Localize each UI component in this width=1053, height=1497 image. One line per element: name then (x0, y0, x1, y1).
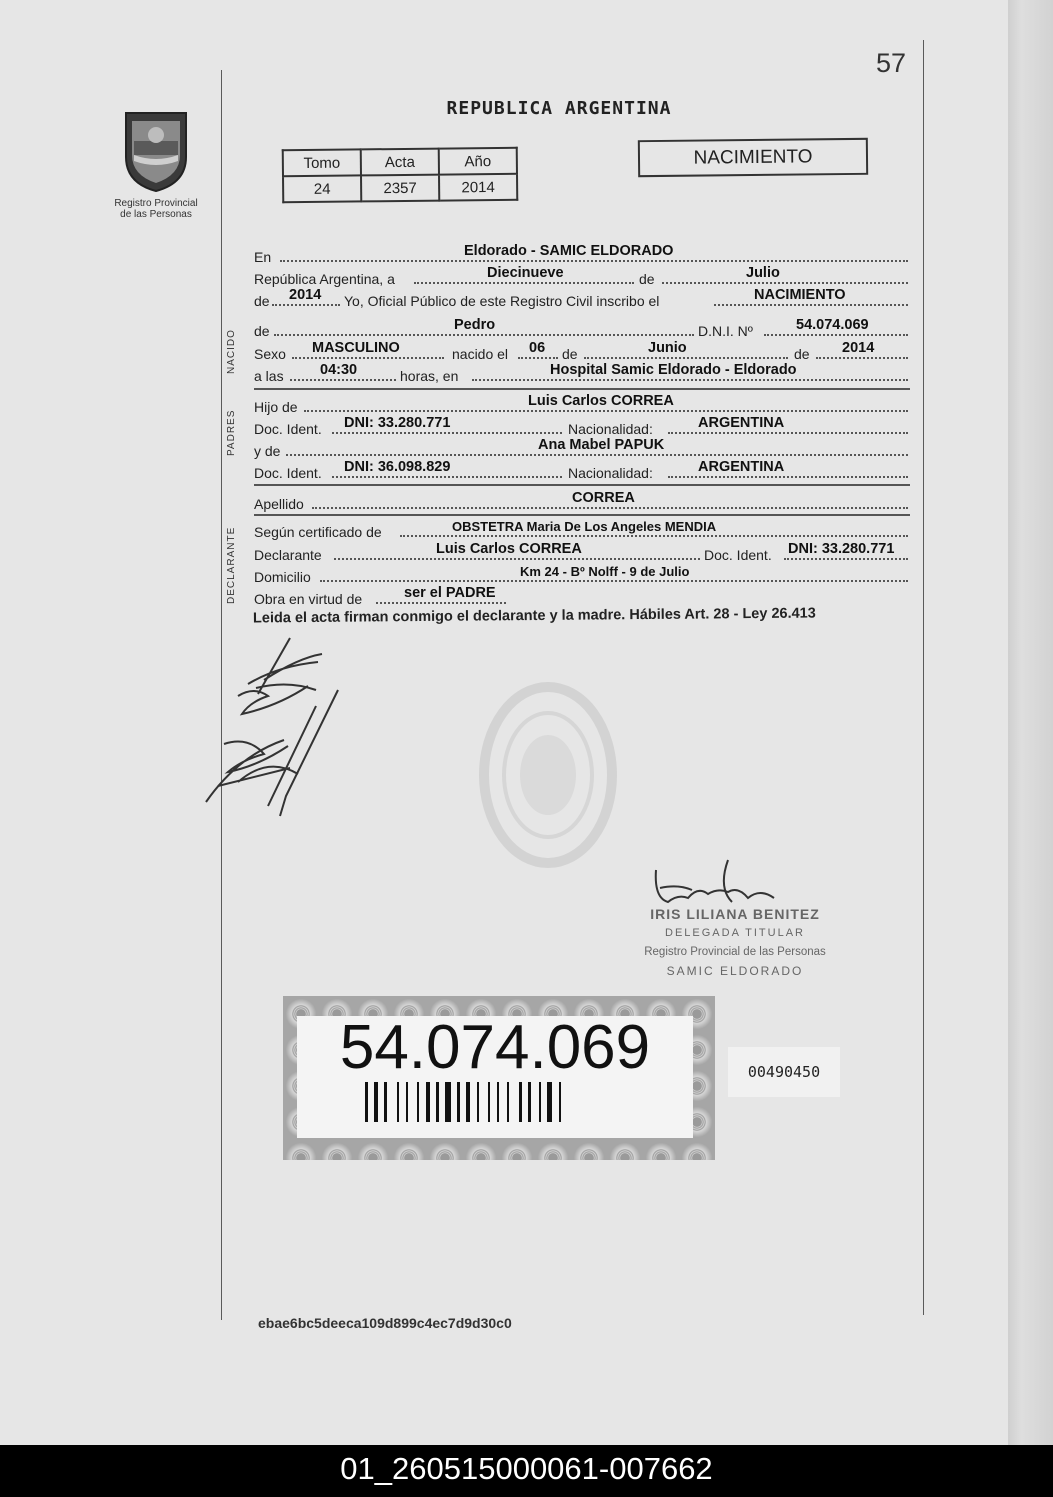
label-a-las: a las (254, 368, 284, 384)
dotted-line (764, 334, 908, 336)
dotted-line (714, 304, 908, 306)
row-hijo-de (254, 393, 909, 415)
value-hora: 04:30 (320, 362, 358, 378)
dotted-line (304, 410, 908, 412)
barcode-bar (426, 1082, 430, 1122)
label-de: de (254, 293, 270, 309)
label-doc-ident: Doc. Ident. (254, 465, 322, 481)
label-declarante: Declarante (254, 547, 322, 563)
label-nacionalidad: Nacionalidad: (568, 465, 653, 481)
value-apellido: CORREA (572, 490, 635, 506)
label-domicilio: Domicilio (254, 569, 311, 585)
dotted-line (784, 558, 908, 560)
label-inscribo: Yo, Oficial Público de este Registro Civil inscribo el (344, 293, 660, 309)
barcode-bar (466, 1082, 470, 1122)
section-padres: PADRES (226, 409, 237, 457)
official-stamp (630, 905, 840, 981)
stamp-name: IRIS LILIANA BENITEZ (650, 906, 820, 922)
value-anio: 2014 (439, 174, 517, 201)
official-seal (478, 680, 618, 870)
barcode-bar (559, 1082, 561, 1122)
dotted-line (518, 357, 558, 359)
barcode-bar (445, 1082, 451, 1122)
value-madre: Ana Mabel PAPUK (538, 437, 665, 453)
barcode-bar (547, 1082, 552, 1122)
value-obra: ser el PADRE (404, 585, 496, 601)
label-sexo: Sexo (254, 346, 286, 362)
logo-caption-line1: Registro Provincial (114, 198, 198, 209)
label-de: de (639, 271, 655, 287)
row-hora (254, 362, 909, 384)
row-y-de (254, 437, 909, 459)
reference-table (282, 147, 519, 203)
dotted-line (290, 379, 396, 381)
barcode (365, 1082, 627, 1122)
dotted-line (312, 507, 908, 509)
row-en (254, 243, 909, 265)
label-doc-ident: Doc. Ident. (254, 421, 322, 437)
barcode-bar (384, 1082, 387, 1122)
dotted-line (334, 558, 700, 560)
value-padre-nac: ARGENTINA (698, 415, 785, 431)
section-nacido: NACIDO (226, 329, 237, 375)
barcode-bar (397, 1082, 399, 1122)
barcode-bar (436, 1082, 439, 1122)
label-nacionalidad: Nacionalidad: (568, 421, 653, 437)
label-de: de (794, 346, 810, 362)
dotted-line (472, 379, 908, 381)
dotted-line (332, 476, 562, 478)
barcode-bar (417, 1082, 419, 1122)
document-hash: ebae6bc5deeca109d899c4ec7d9d30c0 (258, 1315, 512, 1331)
dotted-line (376, 602, 506, 604)
dotted-line (272, 304, 340, 306)
value-padre-doc: DNI: 33.280.771 (344, 415, 451, 431)
value-anio-nac: 2014 (842, 340, 875, 356)
value-dia: Diecinueve (487, 265, 564, 281)
label-en: En (254, 249, 272, 265)
logo-caption-line2: de las Personas (120, 209, 192, 220)
value-lugar-nac: Hospital Samic Eldorado - Eldorado (550, 362, 797, 378)
value-nombre: Pedro (454, 317, 496, 333)
section-divider (254, 514, 910, 516)
value-sexo: MASCULINO (312, 340, 400, 356)
value-domicilio: Km 24 - Bº Nolff - 9 de Julio (520, 564, 690, 579)
page-edge (1008, 0, 1053, 1445)
page-number: 57 (876, 48, 907, 78)
closing-statement: Leida el acta firman conmigo el declarante y la madre. Hábiles Art. 28 - Ley 26.413 (252, 605, 816, 627)
barcode-bar (519, 1082, 522, 1122)
barcode-bar (528, 1082, 531, 1122)
stamp-org: Registro Provincial de las Personas (644, 946, 826, 958)
declarant-signature (198, 636, 348, 822)
header-tomo: Tomo (283, 149, 361, 176)
row-domicilio (254, 563, 909, 585)
value-padre: Luis Carlos CORREA (528, 393, 674, 409)
control-number: 00490450 (728, 1047, 840, 1097)
footer-id: 01_260515000061-007662 (340, 1451, 713, 1486)
dotted-line (414, 282, 634, 284)
row-nombre (254, 317, 909, 339)
row-inscribo (254, 287, 909, 309)
dotted-line (400, 535, 908, 537)
value-dia-nac: 06 (529, 340, 546, 356)
document-title: REPUBLICA ARGENTINA (446, 98, 672, 119)
stamp-place: SAMIC ELDORADO (666, 964, 804, 978)
section-divider (254, 388, 910, 390)
row-padre-doc (254, 415, 909, 437)
row-certificado (254, 518, 909, 540)
dotted-line (662, 282, 908, 284)
label-de: de (562, 346, 578, 362)
row-madre-doc (254, 459, 909, 481)
registry-logo (108, 105, 204, 220)
value-declarante: Luis Carlos CORREA (436, 541, 582, 557)
section-divider (254, 484, 910, 486)
barcode-bar (374, 1082, 378, 1122)
label-republica: República Argentina, a (254, 271, 395, 287)
label-horas-en: horas, en (400, 368, 459, 384)
value-mes-nac: Junio (648, 340, 687, 356)
row-apellido (254, 490, 909, 512)
value-certificado: OBSTETRA Maria De Los Angeles MENDIA (452, 519, 717, 534)
row-declarante (254, 541, 909, 563)
label-hijo-de: Hijo de (254, 399, 298, 415)
dotted-line (332, 432, 562, 434)
dotted-line (668, 432, 908, 434)
barcode-bar (457, 1082, 460, 1122)
barcode-bar (539, 1082, 541, 1122)
record-type-box: NACIMIENTO (638, 138, 868, 177)
barcode-bar (497, 1082, 499, 1122)
row-sexo (254, 340, 909, 362)
dotted-line (320, 580, 908, 582)
label-segun-certificado: Según certificado de (254, 524, 382, 540)
label-de: de (254, 323, 270, 339)
section-declarante: DECLARANTE (226, 526, 237, 604)
barcode-bar (488, 1082, 490, 1122)
label-apellido: Apellido (254, 496, 304, 512)
header-anio: Año (439, 148, 517, 175)
dotted-line (816, 357, 908, 359)
dotted-line (274, 334, 694, 336)
value-mes: Julio (746, 265, 780, 281)
value-tipo: NACIMIENTO (754, 287, 846, 303)
row-republica (254, 265, 909, 287)
barcode-bar (507, 1082, 509, 1122)
label-doc-ident: Doc. Ident. (704, 547, 772, 563)
label-document-number: 54.074.069 (339, 1013, 651, 1082)
dotted-line (280, 260, 908, 262)
dotted-line (584, 357, 788, 359)
label-dni: D.N.I. Nº (698, 323, 753, 339)
stamp-role: DELEGADA TITULAR (665, 927, 805, 939)
footer-bar (0, 1445, 1053, 1497)
value-anio: 2014 (289, 287, 322, 303)
label-y-de: y de (254, 443, 281, 459)
value-madre-nac: ARGENTINA (698, 459, 785, 475)
value-madre-doc: DNI: 36.098.829 (344, 459, 451, 475)
label-obra: Obra en virtud de (254, 591, 363, 607)
barcode-bar (477, 1082, 479, 1122)
value-lugar: Eldorado - SAMIC ELDORADO (464, 243, 674, 259)
header-acta: Acta (361, 149, 439, 176)
dotted-line (292, 357, 444, 359)
dotted-line (286, 454, 908, 456)
value-declarante-doc: DNI: 33.280.771 (788, 541, 895, 557)
value-tomo: 24 (283, 175, 361, 202)
value-acta: 2357 (361, 175, 439, 202)
label-nacido-el: nacido el (452, 346, 509, 362)
barcode-bar (406, 1082, 408, 1122)
barcode-bar (365, 1082, 368, 1122)
row-obra (254, 585, 909, 607)
dotted-line (668, 476, 908, 478)
value-dni: 54.074.069 (796, 317, 869, 333)
right-margin-line (923, 40, 924, 1315)
